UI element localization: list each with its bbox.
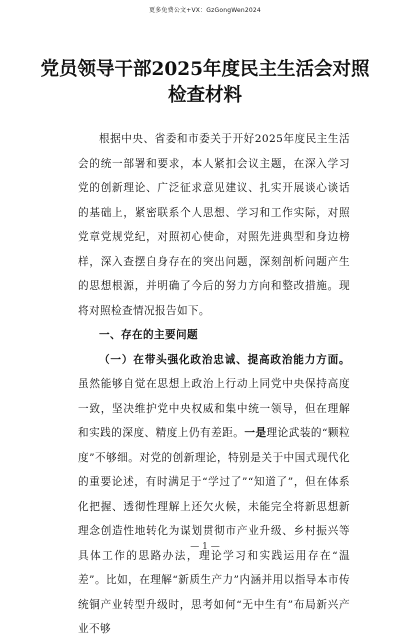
subsection-1-text-b: 理论武装的“颗粒度”不够细。对党的创新理论，特别是关于中国式现代化的重要论述，有时满足于“学过了”“知道了”，但在体系化把握、透彻性理解上还欠火候，未能完全将新思想新理念创造性地转化为谋划贯彻市产业升级、乡村振兴等具体工作的思路办法，理论学习和实践运用存在“温差”。比如，在理解“新质生产力”内涵并用以指导本市传统铜产业转型升级时，思考如何“无中生有”布局新兴产业不够: [78, 427, 350, 635]
subsection-1-paragraph: [78, 348, 350, 642]
page-number: — 1 —: [190, 542, 220, 552]
point-one-marker: 一是: [244, 427, 267, 439]
header-watermark: 更多免费公文+VX：GzGongWen2024: [149, 7, 261, 14]
section-heading-1: 一、存在的主要问题: [99, 329, 198, 341]
subsection-1-lead: （一）在带头强化政治忠诚、提高政治能力方面。: [99, 353, 350, 366]
title-line-1: 党员领导干部2025年度民主生活会对照: [40, 59, 370, 80]
document-title: [0, 57, 410, 109]
title-line-2: 检查材料: [167, 85, 242, 106]
document-body: [78, 127, 350, 642]
subsection-1-text-a: 虽然能够自觉在思想上政治上行动上同党中央保持高度一致，坚决维护党中央权威和集中统一领导，但在理解和实践的深度、精度上仍有差距。: [78, 378, 350, 439]
intro-paragraph: 根据中央、省委和市委关于开好2025年度民主生活会的统一部署和要求，本人紧扣会议主题，在深入学习党的创新理论、广泛征求意见建议、扎实开展谈心谈话的基础上，紧密联系个人思想、学习和工作实际，对照党章党规党纪，对照初心使命，对照先进典型和身边榜样，深入查摆自身存在的突出问题，深刻剖析问题产生的思想根源，并明确了今后的努力方向和整改措施。现将对照检查情况报告如下。: [78, 133, 350, 317]
